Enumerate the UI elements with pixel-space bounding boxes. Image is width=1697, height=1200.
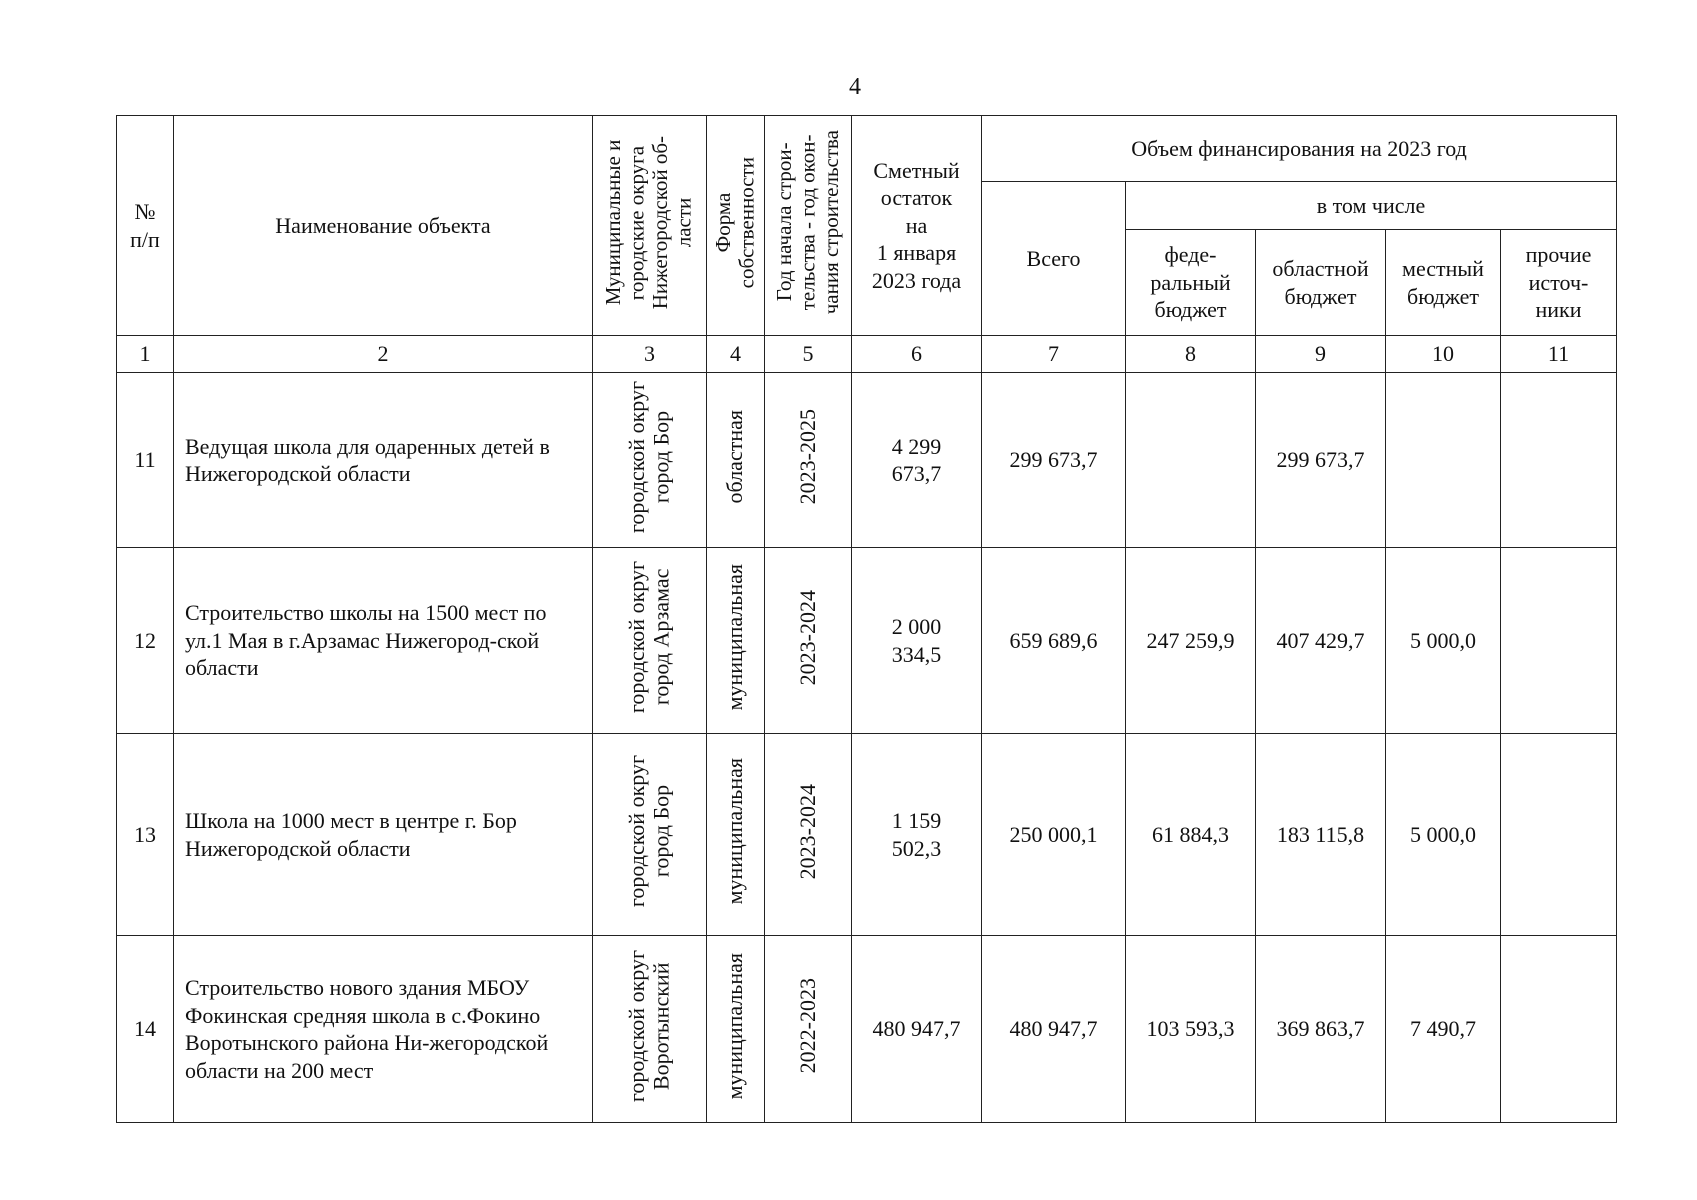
row-total: 659 689,6 — [982, 548, 1126, 734]
row-federal: 103 593,3 — [1126, 936, 1256, 1123]
column-number: 11 — [1501, 336, 1617, 373]
row-other — [1501, 548, 1617, 734]
header-other: прочие источ- ники — [1501, 230, 1617, 336]
row-name: Школа на 1000 мест в центре г. Бор Нижегородской области — [174, 734, 593, 936]
row-other — [1501, 734, 1617, 936]
row-balance: 4 299 673,7 — [852, 373, 982, 548]
row-balance: 1 159 502,3 — [852, 734, 982, 936]
row-local — [1386, 373, 1501, 548]
header-including: в том числе — [1126, 182, 1617, 230]
header-local: местный бюджет — [1386, 230, 1501, 336]
row-federal: 61 884,3 — [1126, 734, 1256, 936]
row-municipality: городской округ город Бор — [593, 734, 707, 936]
row-ownership: муниципальная — [707, 936, 765, 1123]
row-name: Строительство школы на 1500 мест по ул.1 Мая в г.Арзамас Нижегород-ской области — [174, 548, 593, 734]
column-number: 1 — [117, 336, 174, 373]
row-years: 2022-2023 — [765, 936, 852, 1123]
row-regional: 183 115,8 — [1256, 734, 1386, 936]
table-row — [117, 373, 1617, 548]
header-federal: феде- ральный бюджет — [1126, 230, 1256, 336]
header-row-1 — [117, 116, 1617, 182]
header-ownership: Форма собственности — [707, 116, 765, 336]
column-number: 3 — [593, 336, 707, 373]
row-local: 5 000,0 — [1386, 734, 1501, 936]
row-name: Ведущая школа для одаренных детей в Нижегородской области — [174, 373, 593, 548]
row-balance: 2 000 334,5 — [852, 548, 982, 734]
row-federal — [1126, 373, 1256, 548]
row-ownership: областная — [707, 373, 765, 548]
table-row — [117, 936, 1617, 1123]
header-funding: Объем финансирования на 2023 год — [982, 116, 1617, 182]
header-years: Год начала строи- тельства - год окон- чания строительства — [765, 116, 852, 336]
column-number: 4 — [707, 336, 765, 373]
row-years: 2023-2024 — [765, 548, 852, 734]
financing-table — [116, 115, 1617, 1123]
row-municipality: городской округ Воротынский — [593, 936, 707, 1123]
column-number: 6 — [852, 336, 982, 373]
row-total: 299 673,7 — [982, 373, 1126, 548]
table-row — [117, 548, 1617, 734]
row-regional: 369 863,7 — [1256, 936, 1386, 1123]
column-number: 8 — [1126, 336, 1256, 373]
row-total: 250 000,1 — [982, 734, 1126, 936]
row-other — [1501, 936, 1617, 1123]
row-num: 14 — [117, 936, 174, 1123]
row-num: 11 — [117, 373, 174, 548]
table-row — [117, 734, 1617, 936]
row-ownership: муниципальная — [707, 734, 765, 936]
row-total: 480 947,7 — [982, 936, 1126, 1123]
row-name: Строительство нового здания МБОУ Фокинская средняя школа в с.Фокино Воротынского района Ни-жегородской области на 200 мест — [174, 936, 593, 1123]
row-ownership: муниципальная — [707, 548, 765, 734]
row-municipality: городской округ город Арзамас — [593, 548, 707, 734]
column-number: 5 — [765, 336, 852, 373]
row-local: 5 000,0 — [1386, 548, 1501, 734]
header-total: Всего — [982, 182, 1126, 336]
column-number: 7 — [982, 336, 1126, 373]
row-municipality: городской округ город Бор — [593, 373, 707, 548]
column-number: 9 — [1256, 336, 1386, 373]
row-years: 2023-2025 — [765, 373, 852, 548]
column-number-row — [117, 336, 1617, 373]
column-number: 2 — [174, 336, 593, 373]
header-num: № п/п — [117, 116, 174, 336]
header-municipality: Муниципальные и городские округа Нижегородской об- ласти — [593, 116, 707, 336]
row-federal: 247 259,9 — [1126, 548, 1256, 734]
column-number: 10 — [1386, 336, 1501, 373]
row-years: 2023-2024 — [765, 734, 852, 936]
row-regional: 299 673,7 — [1256, 373, 1386, 548]
row-other — [1501, 373, 1617, 548]
row-num: 12 — [117, 548, 174, 734]
header-name: Наименование объекта — [174, 116, 593, 336]
row-regional: 407 429,7 — [1256, 548, 1386, 734]
row-num: 13 — [117, 734, 174, 936]
header-balance: Сметный остаток на 1 января 2023 года — [852, 116, 982, 336]
header-regional: областной бюджет — [1256, 230, 1386, 336]
row-balance: 480 947,7 — [852, 936, 982, 1123]
row-local: 7 490,7 — [1386, 936, 1501, 1123]
page-number: 4 — [849, 74, 861, 100]
